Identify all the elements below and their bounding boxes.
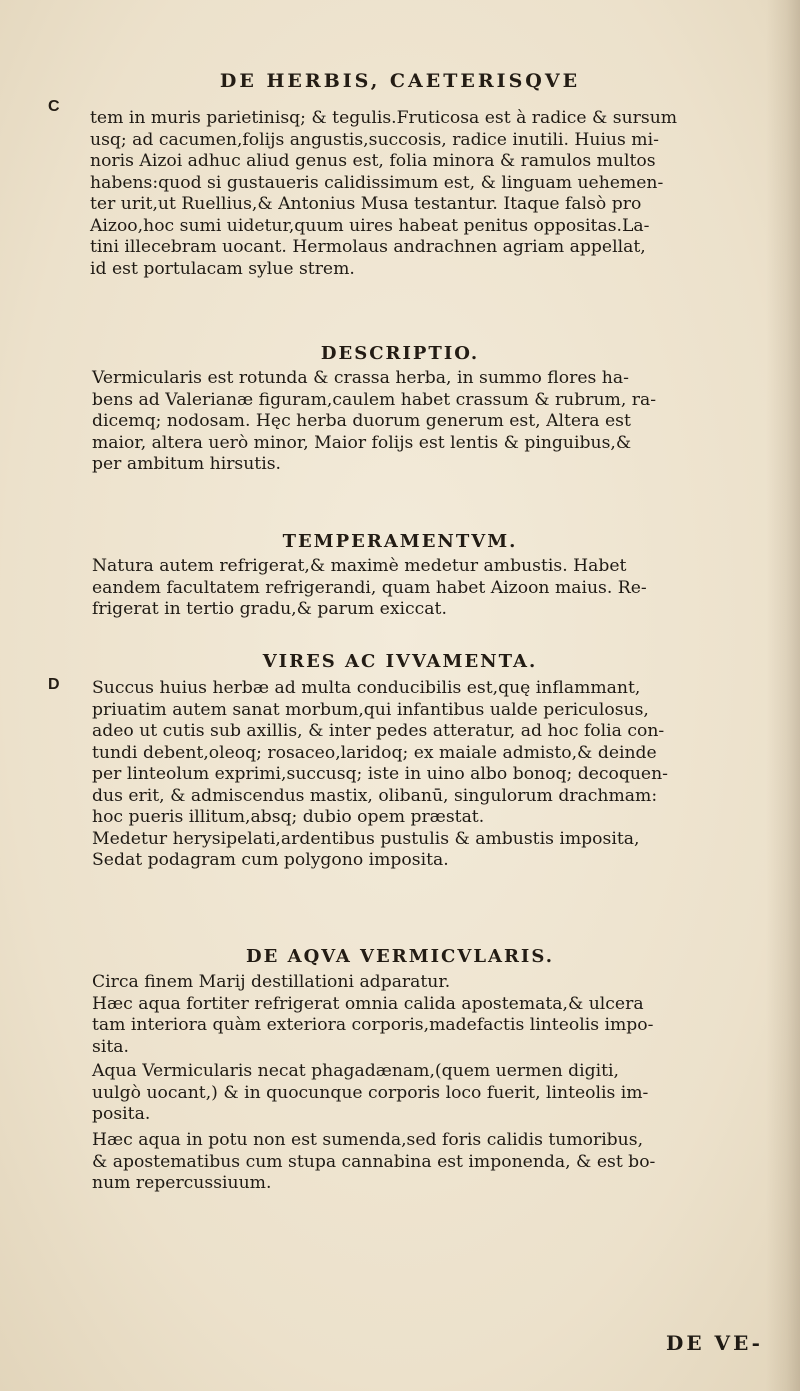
text-line: Circa finem Marij destillationi adparatur. xyxy=(92,972,451,992)
margin-letter-c: C xyxy=(48,98,60,115)
text-line: num repercussiuum. xyxy=(92,1173,272,1193)
paragraph-aqua-3 xyxy=(92,1130,772,1195)
text-line: sita. xyxy=(92,1036,129,1057)
text-line: Aqua Vermicularis necat phagadænam,(quem uermen digiti, xyxy=(92,1061,619,1081)
heading-descriptio: DESCRIPTIO. xyxy=(320,343,480,364)
text-line: tem in muris parietinisq; & tegulis.Fruticosa est à radice & sursum xyxy=(90,108,678,128)
running-head: DE HERBIS, CAETERISQVE xyxy=(219,70,581,92)
paragraph-intro xyxy=(90,108,770,280)
text-line: id est portulacam sylue strem. xyxy=(90,258,355,279)
text-line: Sedat podagram cum polygono imposita. xyxy=(92,850,449,870)
paragraph-vires xyxy=(92,678,772,872)
text-line: maior, altera uerò minor, Maior folijs est lentis & pinguibus,& xyxy=(92,432,632,453)
margin-letter-d: D xyxy=(48,676,60,693)
paragraph-temperamentum xyxy=(92,556,772,621)
text-line: dicemq; nodosam. Hęc herba duorum generum est, Altera est xyxy=(92,411,631,431)
heading-aqua: DE AQVA VERMICVLARIS. xyxy=(246,946,554,967)
text-line: Hæc aqua fortiter refrigerat omnia calida apostemata,& ulcera xyxy=(92,993,644,1014)
text-line: tundi debent,oleoq; rosaceo,laridoq; ex maiale admisto,& deinde xyxy=(92,742,657,763)
text-line: Vermicularis est rotunda & crassa herba, in summo flores ha- xyxy=(92,368,629,388)
heading-temperamentum: TEMPERAMENTVM. xyxy=(282,531,518,552)
text-line: Natura autem refrigerat,& maximè medetur ambustis. Habet xyxy=(92,556,627,576)
text-line: Medetur herysipelati,ardentibus pustulis & ambustis imposita, xyxy=(92,828,640,849)
text-line: bens ad Valerianæ figuram,caulem habet crassum & rubrum, ra- xyxy=(92,389,657,410)
text-line: habens:quod si gustaueris calidissimum est, & linguam uehemen- xyxy=(90,172,664,193)
text-line: posita. xyxy=(92,1104,151,1124)
text-line: Succus huius herbæ ad multa conducibilis est,quę inflammant, xyxy=(92,678,641,698)
text-line: Hæc aqua in potu non est sumenda,sed foris calidis tumoribus, xyxy=(92,1130,644,1150)
text-line: frigerat in tertio gradu,& parum exiccat. xyxy=(92,599,447,619)
text-line: hoc pueris illitum,absq; dubio opem præstat. xyxy=(92,807,485,827)
paragraph-aqua xyxy=(92,972,772,1058)
text-line: usq; ad cacumen,folijs angustis,succosis, radice inutili. Huius mi- xyxy=(90,129,659,150)
text-line: noris Aizoi adhuc aliud genus est, folia minora & ramulos multos xyxy=(90,151,656,171)
heading-vires: VIRES AC IVVAMENTA. xyxy=(262,651,538,672)
text-line: dus erit, & admiscendus mastix, olibanū, singulorum drachmam: xyxy=(92,785,658,806)
text-line: & apostematibus cum stupa cannabina est imponenda, & est bo- xyxy=(92,1151,656,1172)
catchword: DE VE- xyxy=(666,1331,763,1355)
text-line: ter urit,ut Ruellius,& Antonius Musa testantur. Itaque falsò pro xyxy=(90,194,642,214)
text-line: adeo ut cutis sub axillis, & inter pedes atteratur, ad hoc folia con- xyxy=(92,721,665,741)
text-line: Aizoo,hoc sumi uidetur,quum uires habeat penitus oppositas.La- xyxy=(90,215,650,236)
text-line: priuatim autem sanat morbum,qui infantibus ualde periculosus, xyxy=(92,699,649,720)
text-line: tam interiora quàm exteriora corporis,madefactis linteolis impo- xyxy=(92,1015,654,1035)
text-line: eandem facultatem refrigerandi, quam habet Aizoon maius. Re- xyxy=(92,577,647,598)
paragraph-aqua-2 xyxy=(92,1061,772,1126)
paragraph-descriptio xyxy=(92,368,772,476)
text-line: uulgò uocant,) & in quocunque corporis loco fuerit, linteolis im- xyxy=(92,1082,649,1103)
text-line: tini illecebram uocant. Hermolaus andrachnen agriam appellat, xyxy=(90,237,646,257)
text-line: per ambitum hirsutis. xyxy=(92,454,281,474)
text-line: per linteolum exprimi,succusq; iste in uino albo bonoq; decoquen- xyxy=(92,764,668,784)
